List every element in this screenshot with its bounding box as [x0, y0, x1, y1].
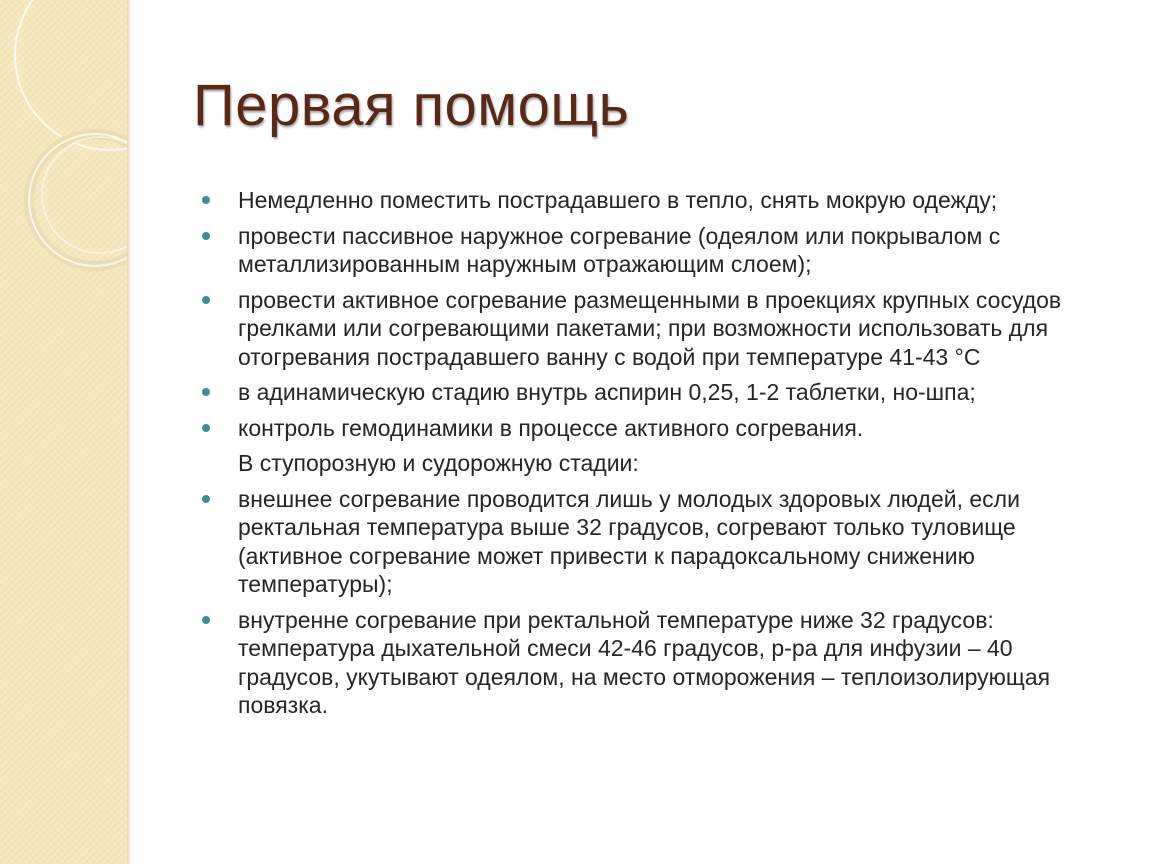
slide-title: Первая помощь [193, 73, 630, 138]
list-item [202, 414, 1107, 443]
bullet-icon [202, 196, 210, 204]
bullet-icon [202, 424, 210, 432]
list-item [202, 485, 1107, 599]
slide-content [202, 186, 1107, 727]
list-item-text: Немедленно поместить пострадавшего в тепло, снять мокрую одежду; [238, 187, 998, 213]
list-item-text: провести пассивное наружное согревание (одеялом или покрывалом с металлизированным наружным отражающим слоем); [238, 222, 1001, 277]
list-item [202, 378, 1107, 407]
list-item [202, 222, 1107, 279]
bullet-icon [202, 388, 210, 396]
list-item-text: В ступорозную и судорожную стадии: [238, 450, 639, 476]
list-item [202, 186, 1107, 215]
list-item-text: в адинамическую стадию внутрь аспирин 0,25, 1-2 таблетки, но-шпа; [238, 379, 976, 405]
bullet-icon [202, 232, 210, 240]
list-subheading [202, 449, 1107, 478]
bullet-icon [202, 616, 210, 624]
sidebar-edge [127, 0, 130, 864]
list-item-text: внешнее согревание проводится лишь у молодых здоровых людей, если ректальная температура выше 32 градусов, согревают только туловище (активное согревание может привести к парадоксальному снижению температуры); [238, 485, 1020, 597]
list-item-text: контроль гемодинамики в процессе активного согревания. [238, 414, 864, 441]
list-item [202, 606, 1107, 720]
list-item-text: внутренне согревание при ректальной температуре ниже 32 градусов: температура дыхательной смеси 42-46 градусов, р-ра для инфузии – 40 градусов, укутывают одеялом, на место отморожения – теплоизолирующая повязка. [238, 606, 1051, 718]
bullet-icon [202, 296, 210, 304]
bullet-icon [202, 495, 210, 503]
decorative-sidebar [0, 0, 127, 864]
list-item-text: провести активное согревание размещенными в проекциях крупных сосудов грелками или согревающими пакетами; при возможности использовать для отогревания пострадавшего ванну с водой при температуре 41-43 °С [238, 286, 1062, 370]
decorative-circles [0, 0, 127, 300]
list-item [202, 286, 1107, 372]
